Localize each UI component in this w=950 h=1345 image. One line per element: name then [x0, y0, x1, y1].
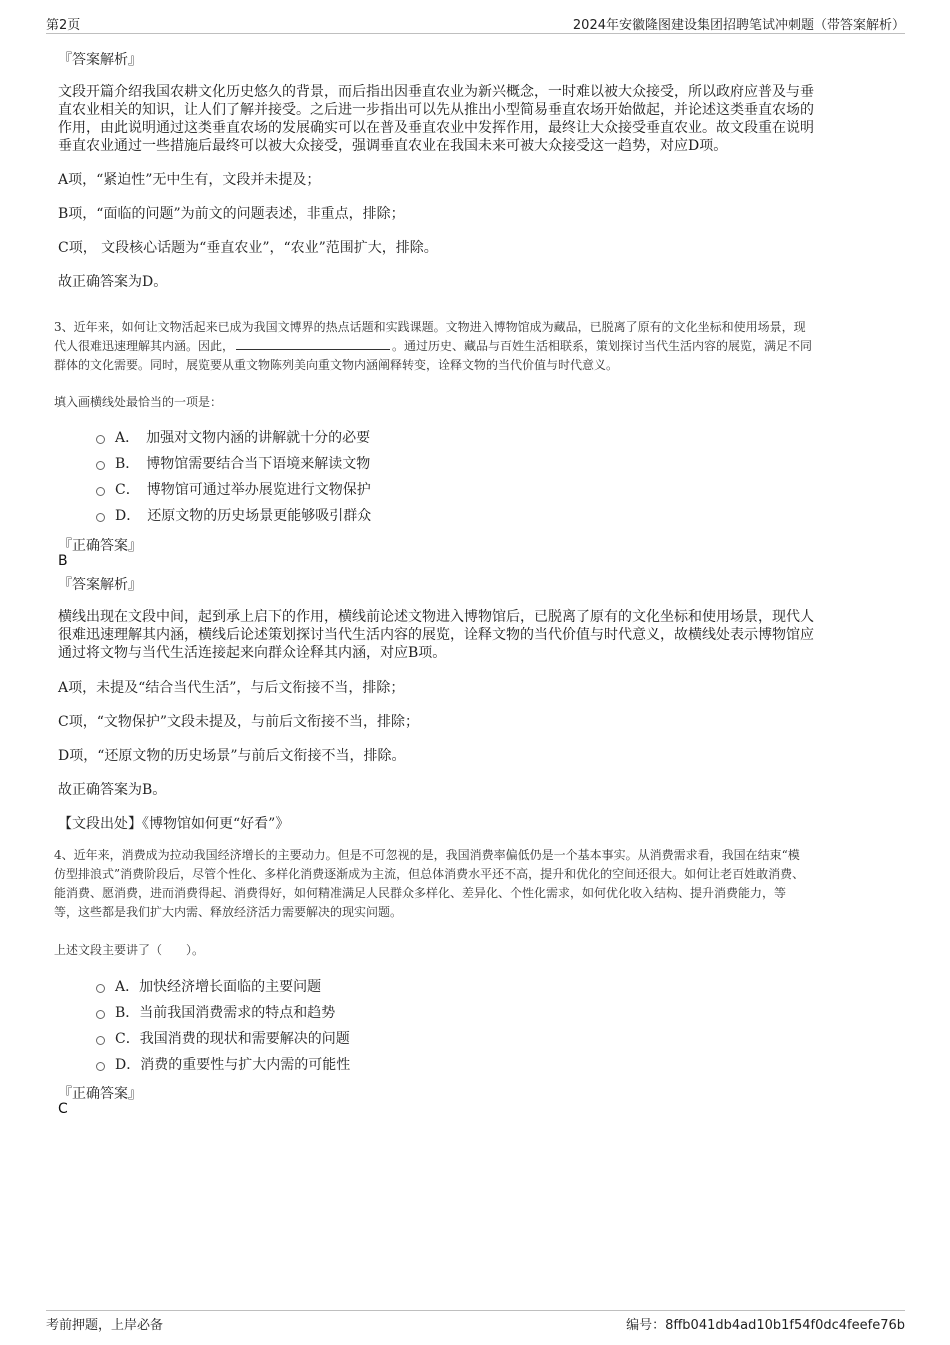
option-c[interactable]: C． 博物馆可通过举办展览进行文物保护 [96, 479, 371, 499]
analysis-heading: 『答案解析』 [58, 577, 142, 593]
option-note: A项，“紧迫性”无中生有，文段并未提及； [58, 172, 321, 188]
option-note: D项，“还原文物的历史场景”与前后文衔接不当，排除。 [58, 748, 406, 764]
stem-line: 等，这些都是我们扩大内需、释放经济活力需要解决的现实问题。 [54, 905, 403, 919]
header-rule [46, 33, 905, 34]
analysis-heading: 『答案解析』 [58, 52, 142, 68]
stem-line: 3、近年来，如何让文物活起来已成为我国文博界的热点话题和实践课题。文物进入博物馆成为藏品，已脱离了原有的文化坐标和使用场景，现 [54, 320, 806, 334]
radio-icon[interactable] [96, 461, 105, 470]
analysis-line: 通过将文物与当代生活连接起来向群众诠释其内涵，对应B项。 [58, 645, 447, 661]
analysis-line: 作用，由此说明通过这类垂直农场的发展确实可以在普及垂直农业中发挥作用，最终让大众接受垂直农业。故文段重在说明 [58, 120, 814, 136]
option-b[interactable]: B．当前我国消费需求的特点和趋势 [96, 1002, 335, 1022]
analysis-line: 横线出现在文段中间，起到承上启下的作用，横线前论述文物进入博物馆后，已脱离了原有的文化坐标和使用场景，现代人 [58, 609, 814, 625]
analysis-paragraph [58, 83, 888, 155]
fill-blank [236, 337, 390, 350]
conclusion: 故正确答案为B。 [58, 782, 167, 798]
stem-line: 能消费、愿消费，进而消费得起、消费得好，如何精准满足人民群众多样化、差异化、个性化需求，如何优化收入结构、提升消费能力，等 [54, 886, 787, 900]
option-note: B项，“面临的问题”为前文的问题表述，非重点，排除； [58, 206, 405, 222]
option-a[interactable]: A． 加强对文物内涵的讲解就十分的必要 [96, 427, 370, 447]
correct-answer-heading: 『正确答案』 [58, 538, 142, 554]
radio-icon[interactable] [96, 984, 105, 993]
correct-answer: C [58, 1101, 68, 1117]
analysis-line: 直农业相关的知识，让人们了解并接受。之后进一步指出可以先从推出小型简易垂直农场开始做起，并论述这类垂直农场的 [58, 102, 814, 118]
document-title: 2024年安徽隆图建设集团招聘笔试冲刺题（带答案解析） [572, 18, 905, 33]
stem-line: 4、近年来，消费成为拉动我国经济增长的主要动力。但是不可忽视的是，我国消费率偏低仍是一个基本事实。从消费需求看，我国在结束“模 [54, 848, 800, 862]
correct-answer: B [58, 553, 68, 569]
footer-slogan: 考前押题，上岸必备 [46, 1318, 164, 1333]
option-a[interactable]: A．加快经济增长面临的主要问题 [96, 976, 321, 996]
option-d[interactable]: D．消费的重要性与扩大内需的可能性 [96, 1054, 350, 1074]
correct-answer-heading: 『正确答案』 [58, 1086, 142, 1102]
source-citation: 【文段出处】《博物馆如何更“好看”》 [58, 816, 290, 832]
question-3-stem [54, 318, 890, 375]
analysis-line: 很难迅速理解其内涵，横线后论述策划探讨当代生活内容的展览，诠释文物的当代价值与时代意义，故横线处表示博物馆应 [58, 627, 814, 643]
footer-rule [46, 1310, 905, 1311]
option-note: A项，未提及“结合当代生活”，与后文衔接不当，排除； [58, 680, 405, 696]
radio-icon[interactable] [96, 1062, 105, 1071]
analysis-paragraph [58, 608, 888, 662]
option-b[interactable]: B． 博物馆需要结合当下语境来解读文物 [96, 453, 370, 473]
option-note: C项， 文段核心话题为“垂直农业”，“农业”范围扩大，排除。 [58, 240, 438, 256]
document-id: 编号：8ffb041db4ad10b1f54f0dc4feefe76b [626, 1318, 905, 1333]
question-4-stem [54, 846, 890, 922]
option-note: C项，“文物保护”文段未提及，与前后文衔接不当，排除； [58, 714, 420, 730]
analysis-line: 垂直农业通过一些措施后最终可以被大众接受，强调垂直农业在我国未来可被大众接受这一趋势，对应D项。 [58, 138, 728, 154]
radio-icon[interactable] [96, 435, 105, 444]
option-d[interactable]: D． 还原文物的历史场景更能够吸引群众 [96, 505, 371, 525]
page-number: 第2页 [46, 18, 81, 33]
radio-icon[interactable] [96, 487, 105, 496]
option-c[interactable]: C．我国消费的现状和需要解决的问题 [96, 1028, 350, 1048]
conclusion: 故正确答案为D。 [58, 274, 168, 290]
stem-line: 代人很难迅速理解其内涵。因此， 。通过历史、藏品与百姓生活相联系，策划探讨当代生活内容的展览，满足不同 [54, 339, 813, 353]
analysis-line: 文段开篇介绍我国农耕文化历史悠久的背景，而后指出因垂直农业为新兴概念，一时难以被大众接受，所以政府应普及与垂 [58, 84, 814, 100]
stem-line: 群体的文化需要。同时，展览要从重文物陈列美向重文物内涵阐释转变，诠释文物的当代价值与时代意义。 [54, 358, 619, 372]
radio-icon[interactable] [96, 513, 105, 522]
radio-icon[interactable] [96, 1036, 105, 1045]
question-3-prompt: 填入画横线处最恰当的一项是： [54, 395, 223, 409]
question-4-prompt: 上述文段主要讲了（ ）。 [54, 943, 205, 957]
stem-line: 仿型排浪式”消费阶段后，尽管个性化、多样化消费逐渐成为主流，但总体消费水平还不高，提升和优化的空间还很大。如何让老百姓敢消费、 [54, 867, 805, 881]
radio-icon[interactable] [96, 1010, 105, 1019]
